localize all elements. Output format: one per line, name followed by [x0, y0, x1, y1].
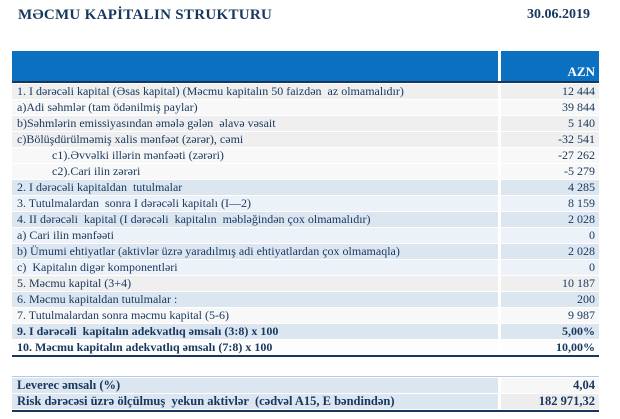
table-row — [12, 148, 599, 163]
summary-row-value: 182 971,32 — [501, 394, 599, 409]
table-row — [12, 84, 599, 99]
table-row — [12, 324, 599, 339]
summary-row — [12, 394, 599, 409]
table-row — [12, 228, 599, 243]
row-value: -32 541 — [501, 132, 599, 147]
row-label: c1).Əvvəlki illərin mənfəəti (zərəri) — [12, 148, 498, 163]
table-row — [12, 180, 599, 195]
summary-table-body — [12, 378, 599, 409]
row-value: 0 — [501, 260, 599, 275]
row-value: 10,00% — [501, 340, 599, 355]
row-value: 12 444 — [501, 84, 599, 99]
table-header-label-cell — [12, 51, 498, 81]
summary-row-label: Leverec əmsalı (%) — [12, 378, 498, 393]
table-row — [12, 292, 599, 307]
row-label: 3. Tutulmalardan sonra I dərəcəli kapitalı (I—2) — [12, 196, 498, 211]
row-label: a)Adi səhmlər (tam ödənilmiş paylar) — [12, 100, 498, 115]
row-value: 2 028 — [501, 244, 599, 259]
row-label: c) Kapitalın digər komponentləri — [12, 260, 498, 275]
row-label: 6. Məcmu kapitaldan tutulmalar : — [12, 292, 498, 307]
row-label: 7. Tutulmalardan sonra məcmu kapital (5-6) — [12, 308, 498, 323]
row-value: 200 — [501, 292, 599, 307]
row-label: c2).Cari ilin zərəri — [12, 164, 498, 179]
currency-header: AZN — [501, 51, 599, 81]
table-header-row — [12, 51, 599, 83]
row-label: 10. Məcmu kapitalın adekvatlıq əmsalı (7:8) x 100 — [12, 340, 498, 355]
report-date: 30.06.2019 — [527, 7, 590, 22]
row-value: -5 279 — [501, 164, 599, 179]
table-row — [12, 260, 599, 275]
row-value: 8 159 — [501, 196, 599, 211]
row-value: 9 987 — [501, 308, 599, 323]
row-label: b)Səhmlərin emissiyasından əmələ gələn əlavə vəsait — [12, 116, 498, 131]
page-title: MƏCMU KAPİTALIN STRUKTURU — [18, 7, 273, 23]
row-value: 4 285 — [501, 180, 599, 195]
row-label: 9. I dərəcəli kapitalın adekvatlıq əmsalı (3:8) x 100 — [12, 324, 498, 339]
row-value: 2 028 — [501, 212, 599, 227]
table-row — [12, 308, 599, 323]
row-label: a) Cari ilin mənfəəti — [12, 228, 498, 243]
row-value: 0 — [501, 228, 599, 243]
report-titlebar — [0, 0, 620, 24]
row-value: 5 140 — [501, 116, 599, 131]
row-value: 39 844 — [501, 100, 599, 115]
row-label: 5. Məcmu kapital (3+4) — [12, 276, 498, 291]
table-row — [12, 244, 599, 259]
table-row — [12, 164, 599, 179]
table-body — [12, 84, 599, 355]
row-value: 10 187 — [501, 276, 599, 291]
row-label: b) Ümumi ehtiyatlar (aktivlər üzrə yaradılmış adi ehtiyatlardan çox olmamaqla) — [12, 244, 498, 259]
row-label: c)Bölüşdürülməmiş xalis mənfəət (zərər), cəmi — [12, 132, 498, 147]
row-value: -27 262 — [501, 148, 599, 163]
table-row — [12, 276, 599, 291]
row-label: 4. II dərəcəli kapital (I dərəcəli kapitalın məbləğindən çox olmamalıdır) — [12, 212, 498, 227]
summary-row-label: Risk dərəcəsi üzrə ölçülmuş yekun aktivlər (cədvəl A15, E bəndindən) — [12, 394, 498, 409]
summary-table — [12, 376, 599, 412]
table-row — [12, 212, 599, 227]
capital-structure-table — [12, 51, 599, 357]
row-label: 1. I dərəcəli kapital (Əsas kapital) (Məcmu kapitalın 50 faizdən az olmamalıdır) — [12, 84, 498, 99]
table-row — [12, 100, 599, 115]
table-row — [12, 116, 599, 131]
summary-row — [12, 378, 599, 393]
table-row — [12, 132, 599, 147]
table-row — [12, 340, 599, 355]
table-row — [12, 196, 599, 211]
summary-row-value: 4,04 — [501, 378, 599, 393]
row-value: 5,00% — [501, 324, 599, 339]
row-label: 2. I dərəcəli kapitaldan tutulmalar — [12, 180, 498, 195]
